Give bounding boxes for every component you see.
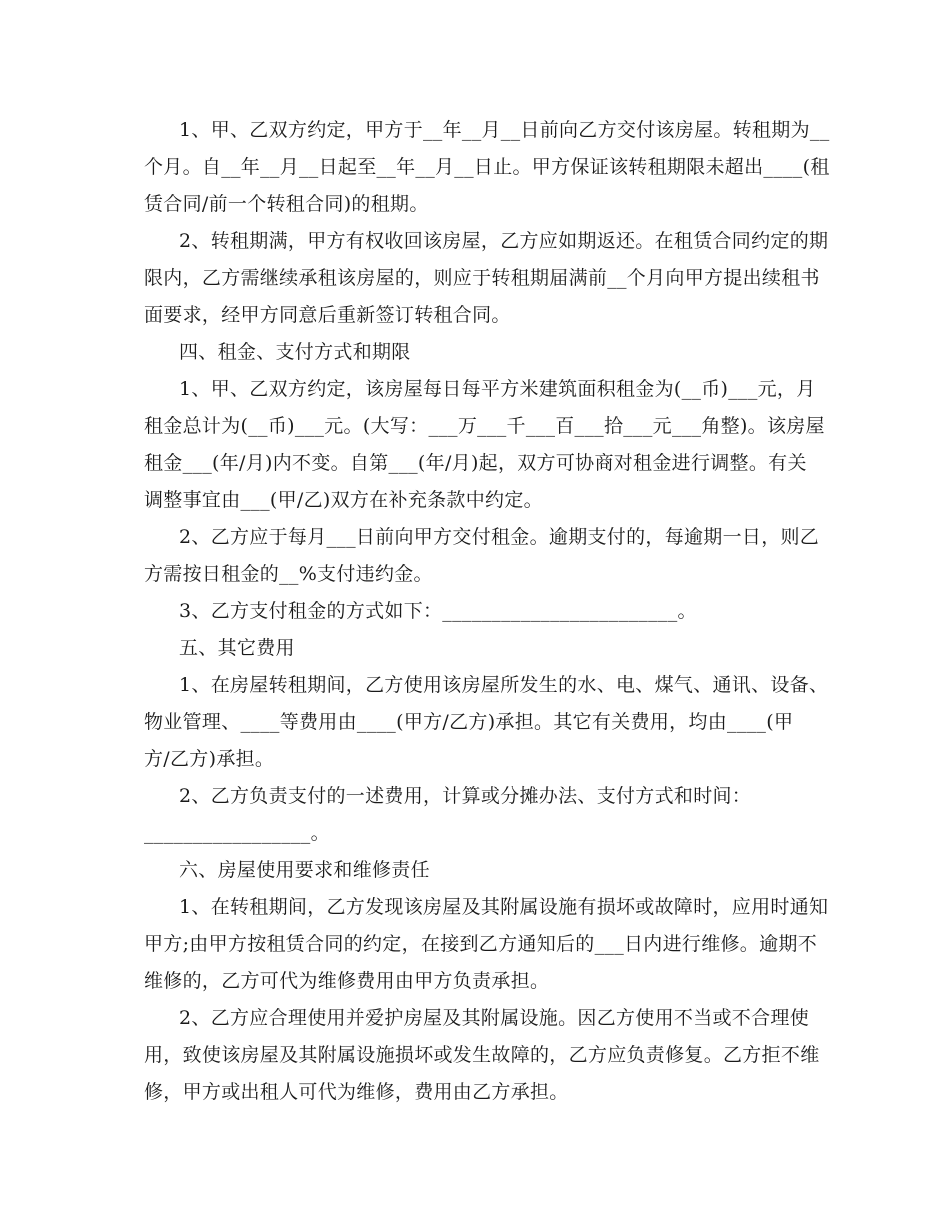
- paragraph-line: 2、乙方应合理使用并爱护房屋及其附属设施。因乙方使用不当或不合理使: [179, 1007, 809, 1029]
- paragraph-line: 租金___(年/月)内不变。自第___(年/月)起，双方可协商对租金进行调整。有关: [144, 452, 807, 474]
- paragraph-line: 租金总计为(__币)___元。(大写：___万___千___百___拾___元___角整)。该房屋: [144, 415, 825, 437]
- paragraph-line: 1、在转租期间，乙方发现该房屋及其附属设施有损坏或故障时，应用时通知: [179, 896, 829, 918]
- paragraph-line: 物业管理、____等费用由____(甲方/乙方)承担。其它有关费用，均由____(甲: [144, 711, 794, 733]
- paragraph-line: 方/乙方)承担。: [144, 748, 275, 770]
- paragraph-line: 2、转租期满，甲方有权收回该房屋，乙方应如期返还。在租赁合同约定的期: [179, 230, 829, 252]
- section-heading: 五、其它费用: [179, 637, 295, 659]
- paragraph-line: 调整事宜由___(甲/乙)双方在补充条款中约定。: [144, 489, 543, 511]
- paragraph-line: 甲方;由甲方按租赁合同的约定，在接到乙方通知后的___日内进行维修。逾期不: [144, 933, 818, 955]
- section-heading: 六、房屋使用要求和维修责任: [179, 859, 430, 881]
- paragraph-line: 赁合同/前一个转租合同)的租期。: [144, 193, 429, 215]
- paragraph-line: 个月。自__年__月__日起至__年__月__日止。甲方保证该转租期限未超出____(租: [144, 156, 830, 178]
- paragraph-line: 限内，乙方需继续承租该房屋的，则应于转租期届满前__个月向甲方提出续租书: [144, 267, 820, 289]
- paragraph-line: 1、甲、乙双方约定，该房屋每日每平方米建筑面积租金为(__币)___元，月: [179, 378, 816, 400]
- paragraph-line: 3、乙方支付租金的方式如下：________________________。: [179, 600, 697, 622]
- paragraph-line: 方需按日租金的__%支付违约金。: [144, 563, 433, 585]
- paragraph-line: 面要求，经甲方同意后重新签订转租合同。: [144, 304, 511, 326]
- paragraph-line: 修，甲方或出租人可代为维修，费用由乙方承担。: [144, 1081, 569, 1103]
- section-heading: 四、租金、支付方式和期限: [179, 341, 411, 363]
- paragraph-line: 1、在房屋转租期间，乙方使用该房屋所发生的水、电、煤气、通讯、设备、: [179, 674, 829, 696]
- paragraph-line: _________________。: [144, 822, 330, 844]
- paragraph-line: 1、甲、乙双方约定，甲方于__年__月__日前向乙方交付该房屋。转租期为__: [179, 119, 830, 141]
- paragraph-line: 2、乙方应于每月___日前向甲方交付租金。逾期支付的，每逾期一日，则乙: [179, 526, 820, 548]
- paragraph-line: 维修的，乙方可代为维修费用由甲方负责承担。: [144, 970, 550, 992]
- paragraph-line: 2、乙方负责支付的一述费用，计算或分摊办法、支付方式和时间：: [179, 785, 752, 807]
- paragraph-line: 用，致使该房屋及其附属设施损坏或发生故障的，乙方应负责修复。乙方拒不维: [144, 1044, 820, 1066]
